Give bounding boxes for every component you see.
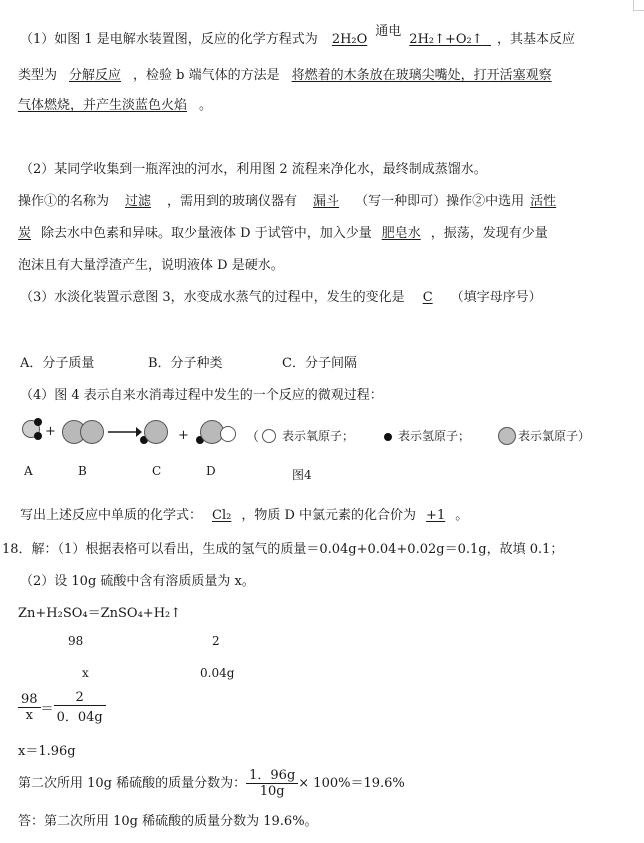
answer-formula: Cl₂: [212, 508, 232, 523]
q1-equation: [318, 24, 497, 47]
answer-reaction-type: 分解反应: [69, 68, 122, 83]
q1-text: （1）如图 1 是电解水装置图，反应的化学方程式为: [20, 32, 318, 47]
eq-condition: 通电: [375, 24, 402, 39]
q1-end: 。: [199, 98, 213, 113]
answer-adsorbent-2: 炭: [18, 226, 32, 241]
q1-line-1: [20, 24, 575, 47]
frac2-den: 0．04g: [56, 710, 103, 725]
pct-result: × 100%＝19.6%: [298, 776, 405, 791]
legend-hydrogen-text: 表示氢原子；: [398, 429, 471, 443]
fraction-pct: [246, 764, 298, 799]
fraction-2-mass: [54, 690, 106, 725]
molecule-a-hydrogen-atom: [34, 418, 42, 426]
legend-hydrogen-icon: [384, 433, 392, 441]
q3-option-b: B．分子种类: [148, 356, 223, 371]
q2-soap-label: 除去水中色素和异味。取少量液体 D 于试管中，加入少量: [41, 226, 372, 241]
q2-line-2: [18, 190, 556, 209]
plus-sign-2: +: [178, 428, 189, 443]
q2-line-4: 泡沫且有大量浮渣产生，说明液体 D 是硬水。: [18, 258, 284, 273]
frac2-num: 2: [54, 690, 106, 706]
q18-percent-line: [18, 764, 405, 799]
q2-line-1: （2）某同学收集到一瓶浑浊的河水，利用图 2 流程来净化水，最终制成蒸馏水。: [20, 162, 487, 177]
molecule-d-oxygen-atom: [220, 426, 236, 442]
label-b: B: [78, 464, 87, 478]
q2-line-3: [18, 222, 548, 241]
pct-den: 10g: [259, 784, 285, 799]
q1-line-3: [18, 94, 212, 113]
q18-line-1: 18．解：（1）根据表格可以看出，生成的氢气的质量＝0.04g+0.04+0.02g＝0.1g，故填 0.1；: [2, 542, 564, 557]
q3-option-c: C．分子间隔: [282, 356, 357, 371]
q1-text-b: ，其基本反应: [496, 32, 575, 47]
legend-chlorine-text: 表示氯原子）: [518, 429, 591, 443]
molecule-b-chlorine-atom-2: [80, 420, 104, 444]
frac1-num: 98: [18, 692, 41, 708]
q4-valence-label: ，物质 D 中氯元素的化合价为: [241, 508, 417, 523]
molecule-c-chlorine-atom: [144, 420, 168, 444]
answer-adsorbent-1: 活性: [530, 194, 557, 209]
answer-valence: +1: [426, 508, 446, 523]
q3-hint: （填字母序号）: [450, 290, 542, 305]
q3-option-a: A．分子质量: [20, 356, 95, 371]
answer-op1: 过滤: [125, 194, 152, 209]
eq-reactant: 2H₂O: [331, 32, 368, 47]
eq-products: 2H₂↑+O₂↑: [409, 32, 483, 47]
q4-end: 。: [455, 508, 469, 523]
q1-method-label: ，检验 b 端气体的方法是: [133, 68, 280, 83]
label-c: C: [152, 464, 162, 478]
answer-method-1: 将燃着的木条放在玻璃尖嘴处，打开活塞观察: [291, 68, 552, 83]
fraction-98-x: [18, 692, 41, 723]
label-a: A: [24, 464, 33, 478]
label-d: D: [206, 464, 216, 478]
q18-answer: 答：第二次所用 10g 稀硫酸的质量分数为 19.6%。: [18, 814, 318, 829]
q3-line-1: [20, 286, 542, 305]
q2-op2-label: （写一种即可）操作②中选用: [355, 194, 525, 209]
unknown-x: x: [82, 666, 89, 680]
pct-label: 第二次所用 10g 稀硫酸的质量分数为：: [18, 776, 247, 791]
q4-formula-label: 写出上述反应中单质的化学式：: [20, 508, 203, 523]
figure-caption: 图4: [292, 468, 312, 482]
legend-oxygen-text: 表示氧原子；: [282, 429, 355, 443]
molar-mass-h2: 2: [212, 634, 220, 648]
q4-line-2: [20, 504, 468, 523]
q2-op1-label: 操作①的名称为: [18, 194, 110, 209]
page-corner-mark: [633, 0, 644, 11]
q2-text-b: ，振荡，发现有少量: [430, 226, 548, 241]
frac1-den: x: [25, 708, 33, 723]
molar-mass-h2so4: 98: [68, 634, 84, 648]
legend-open-paren: （: [246, 430, 260, 445]
q1-line-2: [18, 64, 552, 83]
proportion: $\frac{98}{x}$ ＝ $\frac{2}{0.04g}$: [18, 690, 106, 725]
result-x: x＝1.96g: [18, 744, 76, 759]
answer-glass: 漏斗: [313, 194, 340, 209]
answer-method-2: 气体燃烧，并产生淡蓝色火焰: [18, 98, 188, 113]
answer-q3: C: [422, 290, 433, 305]
plus-sign: +: [45, 424, 56, 439]
q1-type-label: 类型为: [18, 68, 58, 83]
q18-line-2: （2）设 10g 硫酸中含有溶质质量为 x。: [20, 574, 255, 589]
legend-chlorine-icon: [498, 427, 516, 445]
q3-text: （3）水淡化装置示意图 3，水变成水蒸气的过程中，发生的变化是: [20, 290, 405, 305]
q18-equation: Zn+H₂SO₄＝ZnSO₄+H₂↑: [18, 606, 182, 621]
answer-soap: 肥皂水: [381, 226, 421, 241]
q4-line-1: （4）图 4 表示自来水消毒过程中发生的一个反应的微观过程：: [20, 388, 383, 403]
q2-glass-label: ，需用到的玻璃仪器有: [167, 194, 298, 209]
legend-oxygen-icon: [262, 429, 276, 443]
pct-num: 1．96g: [246, 764, 298, 784]
mass-h2: 0.04g: [200, 666, 235, 680]
reaction-arrow-icon: [108, 426, 142, 438]
molecule-a-hydrogen-atom-2: [34, 432, 42, 440]
